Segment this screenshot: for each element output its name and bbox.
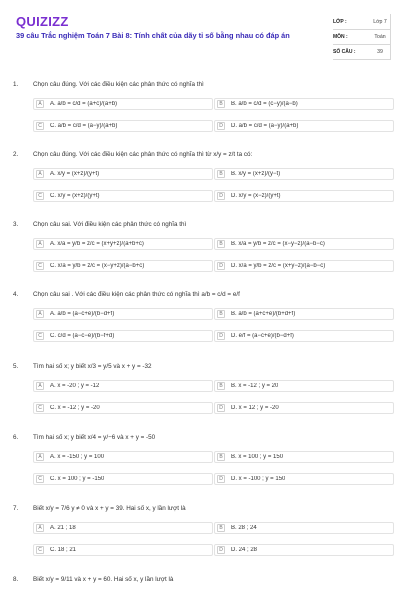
option-text: D. x/y = (x−z)/(y+t) xyxy=(231,193,281,199)
meta-value: Lớp 7 xyxy=(373,19,387,25)
option-d[interactable] xyxy=(214,120,394,132)
option-letter: B xyxy=(217,453,225,461)
option-letter: A xyxy=(36,100,44,108)
option-a[interactable] xyxy=(33,168,213,180)
option-c[interactable] xyxy=(33,330,213,342)
option-d[interactable] xyxy=(214,544,394,556)
option-letter: A xyxy=(36,170,44,178)
option-b[interactable] xyxy=(214,380,394,392)
option-text: B. x = 100 ; y = 150 xyxy=(231,454,284,460)
question-text: Chọn câu đúng. Với các điều kiện các phân thức có nghĩa thì xyxy=(33,80,204,88)
option-text: B. a/b = (a+c+e)/(b+d+f) xyxy=(231,311,296,317)
option-a[interactable] xyxy=(33,451,213,463)
option-text: A. x/y = (x+z)/(y+t) xyxy=(50,171,100,177)
document-header xyxy=(0,0,400,62)
option-letter: A xyxy=(36,453,44,461)
question-number: 7. xyxy=(13,504,19,512)
option-c[interactable] xyxy=(33,402,213,414)
question-number: 1. xyxy=(13,80,19,88)
option-text: D. 24 ; 28 xyxy=(231,547,258,553)
question-number: 5. xyxy=(13,362,19,370)
option-text: D. x/a = y/b = z/c = (x+y−z)/(a−b−c) xyxy=(231,263,326,269)
option-letter: A xyxy=(36,524,44,532)
option-letter: C xyxy=(36,404,44,412)
option-b[interactable] xyxy=(214,308,394,320)
option-text: A. x = -20 ; y = -12 xyxy=(50,383,100,389)
meta-row-class xyxy=(333,15,391,30)
option-a[interactable] xyxy=(33,380,213,392)
option-a[interactable] xyxy=(33,308,213,320)
question-6 xyxy=(0,432,400,482)
option-text: B. 28 ; 24 xyxy=(231,525,257,531)
option-b[interactable] xyxy=(214,238,394,250)
option-text: A. 21 ; 18 xyxy=(50,525,76,531)
question-text: Chọn câu sai . Với các điều kiện các phân thức có nghĩa thì a/b = c/d = e/f xyxy=(33,290,240,298)
option-letter: D xyxy=(217,475,225,483)
question-text: Tìm hai số x; y biết x/3 = y/5 và x + y = -32 xyxy=(33,362,152,370)
option-text: D. x = -100 ; y = 150 xyxy=(231,476,286,482)
option-c[interactable] xyxy=(33,473,213,485)
option-b[interactable] xyxy=(214,451,394,463)
question-number: 4. xyxy=(13,290,19,298)
question-number: 6. xyxy=(13,433,19,441)
meta-value: 39 xyxy=(377,49,383,55)
option-text: A. a/b = (a−c+e)/(b−d+f) xyxy=(50,311,115,317)
option-d[interactable] xyxy=(214,473,394,485)
option-text: C. x/y = (x+z)/(y+t) xyxy=(50,193,100,199)
option-letter: A xyxy=(36,240,44,248)
question-number: 3. xyxy=(13,220,19,228)
option-d[interactable] xyxy=(214,190,394,202)
option-letter: B xyxy=(217,382,225,390)
question-7 xyxy=(0,503,400,553)
option-letter: D xyxy=(217,192,225,200)
option-c[interactable] xyxy=(33,190,213,202)
option-text: D. e/f = (a−c+e)/(b−d+f) xyxy=(231,333,294,339)
option-text: B. a/b = c/d = (c−y)/(a−b) xyxy=(231,101,298,107)
option-letter: C xyxy=(36,546,44,554)
option-letter: D xyxy=(217,546,225,554)
question-text: Chọn câu sai. Với điều kiện các phân thức có nghĩa thì xyxy=(33,220,187,228)
option-text: A. x = -150 ; y = 100 xyxy=(50,454,105,460)
option-letter: C xyxy=(36,262,44,270)
option-text: C. a/b = c/d = (a−y)/(a+b) xyxy=(50,123,118,129)
option-letter: C xyxy=(36,475,44,483)
question-8 xyxy=(0,574,400,584)
page-title: 39 câu Trắc nghiệm Toán 7 Bài 8: Tính chất của dãy tỉ số bằng nhau có đáp án xyxy=(16,31,290,40)
option-text: C. x = -12 ; y = -20 xyxy=(50,405,100,411)
question-4 xyxy=(0,289,400,339)
option-text: D. x = 12 ; y = -20 xyxy=(231,405,279,411)
option-letter: B xyxy=(217,240,225,248)
option-letter: A xyxy=(36,310,44,318)
question-number: 2. xyxy=(13,150,19,158)
question-number: 8. xyxy=(13,575,19,583)
option-letter: D xyxy=(217,404,225,412)
option-text: D. a/b = c/d = (a−y)/(a+b) xyxy=(231,123,299,129)
option-b[interactable] xyxy=(214,98,394,110)
option-text: C. x = 100 ; y = -150 xyxy=(50,476,105,482)
option-letter: B xyxy=(217,310,225,318)
option-letter: B xyxy=(217,100,225,108)
quizizz-logo: QUIZIZZ xyxy=(16,14,69,29)
option-b[interactable] xyxy=(214,168,394,180)
question-2 xyxy=(0,149,400,199)
option-letter: C xyxy=(36,192,44,200)
option-text: C. 18 ; 21 xyxy=(50,547,77,553)
question-text: Chọn câu đúng. Với các điều kiện các phân thức có nghĩa thì từ x/y = z/t ta có: xyxy=(33,150,253,158)
meta-label: MÔN : xyxy=(333,34,348,40)
option-d[interactable] xyxy=(214,330,394,342)
option-text: B. x/y = (x+z)/(y−t) xyxy=(231,171,281,177)
option-a[interactable] xyxy=(33,238,213,250)
option-text: C. x/a = y/b = z/c = (x−y+z)/(a−b+c) xyxy=(50,263,145,269)
question-3 xyxy=(0,219,400,269)
option-d[interactable] xyxy=(214,260,394,272)
question-text: Tìm hai số x; y biết x/4 = y/−6 và x + y = -50 xyxy=(33,433,156,441)
question-5 xyxy=(0,361,400,411)
option-d[interactable] xyxy=(214,402,394,414)
option-letter: B xyxy=(217,524,225,532)
option-letter: D xyxy=(217,122,225,130)
meta-divider xyxy=(390,14,391,60)
meta-label: SỐ CÂU : xyxy=(333,49,356,55)
option-c[interactable] xyxy=(33,544,213,556)
option-text: B. x = -12 ; y = 20 xyxy=(231,383,279,389)
option-text: A. a/b = c/d = (a+c)/(a+b) xyxy=(50,101,118,107)
meta-row-subject xyxy=(333,30,391,45)
option-letter: A xyxy=(36,382,44,390)
option-letter: B xyxy=(217,170,225,178)
option-a[interactable] xyxy=(33,522,213,534)
option-letter: D xyxy=(217,262,225,270)
meta-label: LỚP : xyxy=(333,19,347,25)
question-text: Biết x/y = 7/6 y ≠ 0 và x + y = 39. Hai số x, y lần lượt là xyxy=(33,504,186,512)
option-letter: D xyxy=(217,332,225,340)
option-c[interactable] xyxy=(33,260,213,272)
question-text: Biết x/y = 9/11 và x + y = 60. Hai số x, y lần lượt là xyxy=(33,575,174,583)
option-b[interactable] xyxy=(214,522,394,534)
question-1 xyxy=(0,79,400,129)
option-letter: C xyxy=(36,332,44,340)
option-text: B. x/a = y/b = z/c = (x−y−z)/(a−b−c) xyxy=(231,241,325,247)
option-c[interactable] xyxy=(33,120,213,132)
meta-table xyxy=(333,15,391,60)
option-letter: C xyxy=(36,122,44,130)
meta-row-count xyxy=(333,45,391,60)
meta-value: Toán xyxy=(374,34,386,40)
option-text: C. c/d = (a−c−e)/(b−f+d) xyxy=(50,333,115,339)
option-a[interactable] xyxy=(33,98,213,110)
option-text: A. x/a = y/b = z/c = (x+y+z)/(a+b+c) xyxy=(50,241,144,247)
